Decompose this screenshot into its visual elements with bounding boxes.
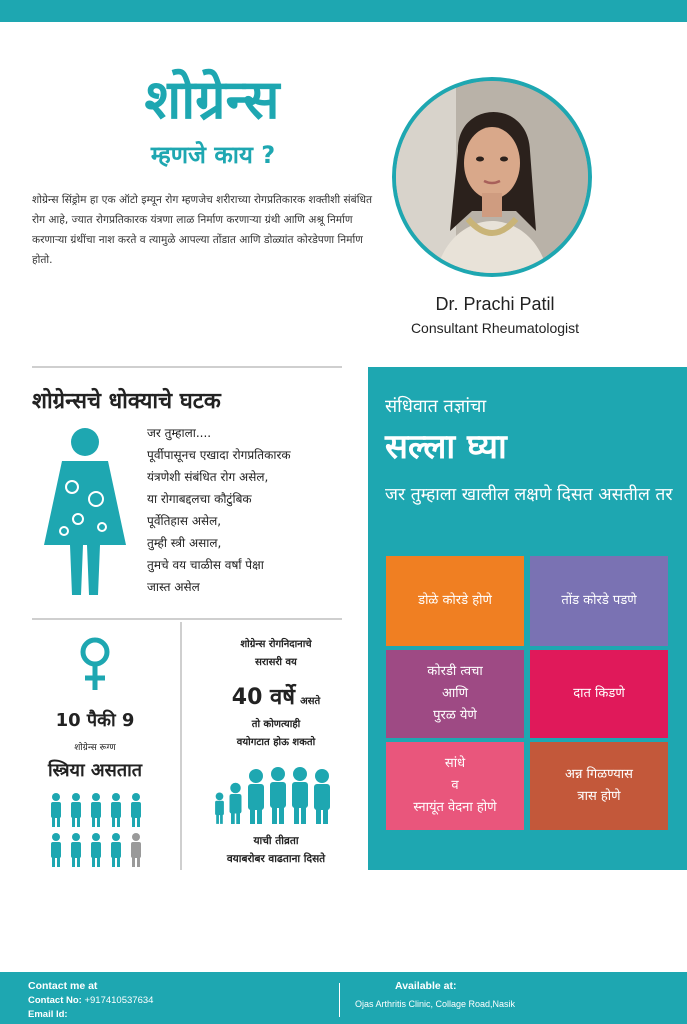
doctor-name: Dr. Prachi Patil [435, 294, 555, 314]
symptom-label: सांधे व स्नायूंत वेदना होणे [413, 756, 497, 815]
risk-factors-title: शोग्रेन्सचे धोक्याचे घटक [32, 389, 221, 414]
panel-heading-2: सल्ला घ्या [385, 427, 507, 467]
panel-heading-1: संधिवात तज्ञांचा [385, 396, 487, 417]
symptom-tile [530, 742, 668, 830]
age-value-row [196, 681, 356, 711]
risk-line: यंत्रणेशी संबंधित रोग असेल, [147, 470, 269, 484]
intro-paragraph: शोग्रेन्स सिंड्रोम हा एक ऑटो इम्यून रोग म्हणजेच शरीराच्या रोगप्रतिकारक शक्तीशी संबंधित रोग आहे, ज्यात रोगप्रतिकारक यंत्रणा लाळ निर्माण करणाऱ्या ग्रंथी आणि अश्रू निर्माण करणाऱ्या ग्रंथींचा नाश करते व त्यामुळे आपल्या तोंडात आणि डोळ्यांत कोरडेपणा निर्माण होतो. [32, 194, 373, 266]
symptom-tile [530, 556, 668, 646]
female-symbol-icon [76, 636, 114, 692]
symptom-label: तोंड कोरडे पडणे [561, 593, 637, 608]
risk-line: जास्त असेल [147, 580, 200, 594]
age-note: तो कोणत्याही वयोगटात होऊ शकतो [236, 719, 316, 748]
age-suffix: असते [300, 696, 321, 707]
doctor-photo [392, 77, 592, 277]
risk-line: या रोगाबद्दलचा कौटुंबिक [147, 492, 252, 506]
clinic-address: Ojas Arthritis Clinic, Collage Road,Nasik [355, 999, 516, 1009]
doctor-role: Consultant Rheumatologist [410, 320, 580, 336]
risk-line: तुम्ही स्त्री असाल, [147, 536, 222, 550]
contact-heading: Contact me at [28, 980, 98, 992]
symptom-label: अन्न गिळण्यास त्रास होणे [565, 767, 633, 804]
email-label: Email Id: [28, 1009, 68, 1020]
women-stat: स्त्रिया असतात [47, 760, 143, 781]
people-icon [46, 792, 148, 870]
symptom-label: डोळे कोरडे होणे [418, 593, 492, 608]
average-age: 40 वर्षे [231, 685, 296, 710]
symptom-tile [386, 742, 524, 830]
symptom-tile [386, 650, 524, 738]
hero-subtitle: म्हणजे काय ? [150, 141, 276, 169]
risk-line: पूर्वेतिहास असेल, [147, 514, 222, 528]
risk-line: पूर्वीपासूनच एखादा रोगप्रतिकारक [147, 448, 291, 462]
section-divider [32, 366, 342, 368]
patients-label: शोग्रेन्स रूग्ण [74, 743, 116, 753]
footer [0, 972, 687, 1024]
risk-factors-list [147, 422, 357, 598]
top-band [0, 0, 687, 22]
stats-divider [180, 622, 182, 870]
risk-line: तुमचे वय चाळीस वर्षां पेक्षा [147, 558, 264, 572]
ratio-stat: 10 पैकी 9 [55, 710, 135, 731]
hero-title: शोग्रेन्स [144, 68, 280, 131]
panel-heading-3: जर तुम्हाला खालील लक्षणे दिसत असतील तर [385, 485, 673, 505]
severity-note: याची तीव्रता वयाबरोबर वाढताना दिसते [226, 835, 326, 865]
contact-number[interactable]: +917410537634 [84, 995, 154, 1006]
section-divider [32, 618, 342, 620]
symptom-label: कोरडी त्वचा आणि पुरळ येणे [427, 664, 483, 723]
contact-number-line: Contact No: +917410537634 [28, 995, 154, 1006]
age-group-icon [212, 762, 342, 824]
symptom-tile [386, 556, 524, 646]
risk-line: जर तुम्हाला.... [147, 426, 212, 440]
symptom-label: दात किडणे [573, 686, 625, 701]
doctor-portrait-icon [396, 81, 588, 273]
footer-divider [339, 983, 340, 1017]
available-heading: Available at: [395, 980, 457, 992]
age-caption: शोग्रेन्स रोगनिदानाचे सरासरी वय [240, 639, 312, 668]
symptom-tile [530, 650, 668, 738]
woman-figure-icon [40, 427, 130, 599]
